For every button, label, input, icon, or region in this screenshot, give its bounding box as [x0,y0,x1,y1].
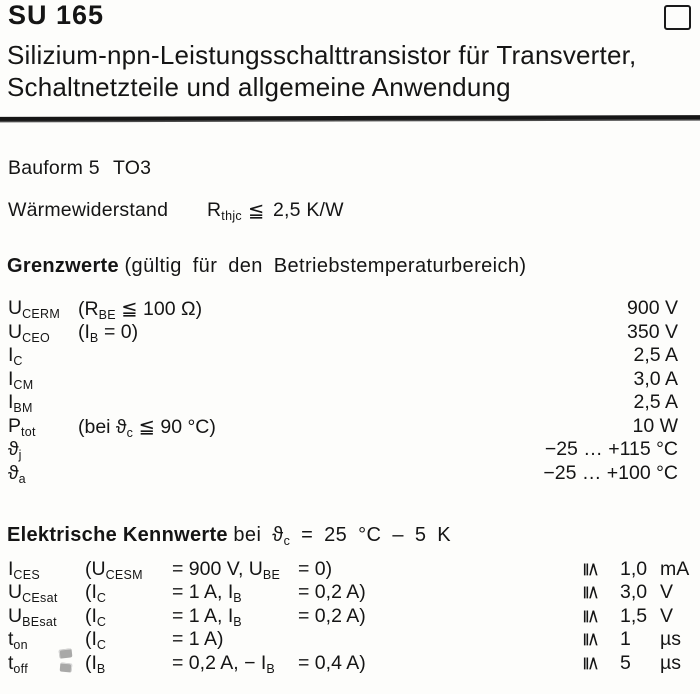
characteristic-condition-value-2: = 0,4 A) [298,651,366,674]
limits-heading-note: (gültig für den Betriebstemperaturbereich) [124,255,527,277]
thermal-label: Wärmewiderstand [8,199,169,221]
limit-symbol: $I_{BM}$ [8,391,33,415]
characteristic-condition-value-1: = 1 A) [172,628,224,651]
characteristic-row [0,652,700,675]
limit-symbol: $U_{CERM}$ [8,297,61,321]
limit-row [0,368,700,391]
characteristic-symbol: $U_{CEsat}$ [8,581,58,606]
characteristic-symbol: $t_{on}$ [8,628,28,653]
bauform-value: TO3 [113,157,152,179]
characteristic-value-unit: µs [660,628,681,651]
page-title: SU 165 [8,0,105,30]
rotated-leq-symbol: ≦ [580,655,602,672]
limit-value: 10 W [632,414,678,437]
characteristic-relation [580,652,602,675]
characteristic-condition-param: ($I_C$ [85,581,107,606]
characteristic-value-unit: mA [660,558,690,580]
limit-symbol: $U_{CEO}$ [8,320,51,345]
characteristic-row [0,605,700,628]
thermal-relation: ≦ [248,200,265,222]
characteristic-value-unit: V [660,604,674,627]
scan-artifact [59,648,73,658]
rotated-leq-symbol: ≦ [580,584,602,601]
thermal-symbol: $R_{thjc}$ [207,199,242,223]
thermal-value: 2,5 K/W [273,199,344,221]
limit-value: 900 V [627,297,678,319]
limit-row [0,321,700,344]
header-rule [0,115,700,121]
subtitle-line-1: Silizium-npn-Leistungsschalttransistor für Transverter, [7,40,637,70]
characteristic-condition-param: ($I_B$ [85,651,106,676]
characteristic-value-number: 3,0 [620,581,648,604]
limit-symbol: $ϑ_j$ [8,438,22,462]
characteristics-section-heading [7,524,451,547]
characteristic-value-number: 5 [620,651,631,674]
limit-row [0,297,700,320]
corner-checkbox [664,5,691,30]
characteristics-heading-note: bei $ϑ_c = 25$ °C – 5 K [233,524,452,548]
thermal-resistance-row [0,199,700,222]
characteristic-condition-value-2: = 0) [298,558,333,580]
characteristic-condition-param: ($U_{CESM}$ [85,558,143,582]
characteristic-condition-value-2: = 0,2 A) [298,581,366,604]
limit-value: 2,5 A [633,344,678,366]
limit-value: 350 V [627,320,678,343]
limit-row [0,391,700,414]
characteristic-relation [580,605,602,628]
limit-condition: ($R_{BE}$ ≦ 100 Ω) [78,298,203,322]
limits-heading-text: Grenzwerte [7,255,119,277]
characteristic-condition-value-1: = 1 A, $I_B$ [172,604,242,629]
characteristic-condition-value-1: = 900 V, $U_{BE}$ [172,558,281,582]
limit-symbol: $ϑ_a$ [8,461,26,486]
characteristic-condition-param: ($I_C$ [85,604,107,629]
rotated-leq-symbol: ≦ [580,631,602,648]
characteristic-value-number: 1 [620,628,631,651]
characteristic-relation [580,628,602,651]
characteristic-symbol: $t_{off}$ [8,651,28,676]
limit-value: 3,0 A [633,367,678,390]
characteristic-value-unit: µs [660,651,681,674]
characteristic-value-unit: V [660,581,674,604]
limit-value: −25 … +115 °C [544,438,678,460]
characteristic-condition-param: ($I_C$ [85,628,107,653]
characteristic-value-number: 1,5 [620,604,648,627]
characteristic-row [0,581,700,604]
limit-row [0,344,700,367]
subtitle-line-2: Schaltnetzteile und allgemeine Anwendung [7,72,511,102]
bauform-row [0,157,700,180]
limit-row [0,462,700,485]
characteristic-value-number: 1,0 [620,558,648,580]
scan-artifact [60,662,73,672]
limit-condition: (bei $ϑ_c$ ≦ 90 °C) [78,415,216,440]
limit-value: −25 … +100 °C [543,461,678,484]
characteristic-condition-value-1: = 1 A, $I_B$ [172,581,242,606]
limit-symbol: $I_C$ [8,344,23,368]
limit-symbol: $I_{CM}$ [8,367,34,392]
characteristic-relation [580,558,602,581]
limit-symbol: $P_{tot}$ [8,414,36,439]
limits-section-heading [7,255,527,278]
characteristic-symbol: $I_{CES}$ [8,558,41,582]
rotated-leq-symbol: ≦ [580,561,602,578]
characteristic-row [0,628,700,651]
bauform-label: Bauform 5 [8,157,100,179]
limit-row [0,415,700,438]
characteristic-row [0,558,700,581]
characteristic-symbol: $U_{BEsat}$ [8,604,57,629]
characteristic-relation [580,581,602,604]
limit-condition: $(I_B = 0)$ [78,320,139,345]
limit-value: 2,5 A [633,391,678,413]
characteristics-heading-text: Elektrische Kennwerte [7,524,228,546]
characteristic-condition-value-2: = 0,2 A) [298,604,366,627]
characteristic-condition-value-1: = 0,2 A, − $I_B$ [172,651,275,676]
rotated-leq-symbol: ≦ [580,608,602,625]
limit-row [0,438,700,461]
